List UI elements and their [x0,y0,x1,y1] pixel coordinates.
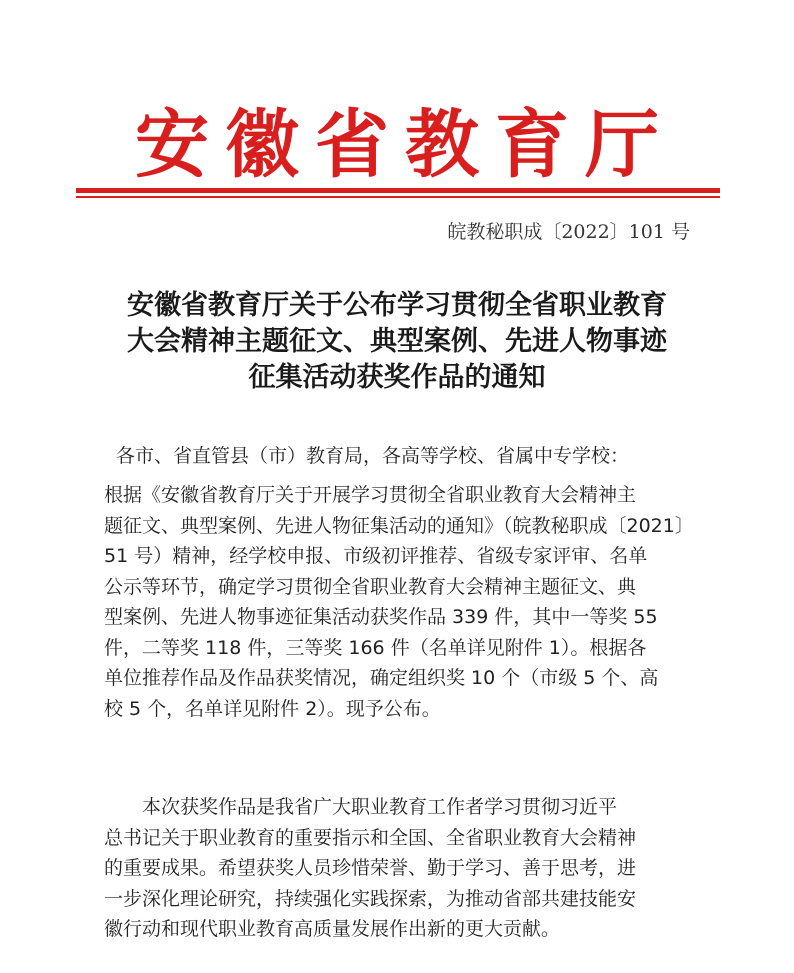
masthead-rule-thin [76,196,720,198]
paragraph-line: 徽行动和现代职业教育高质量发展作出新的更大贡献。 [104,918,561,940]
agency-masthead: 安徽省教育厅 [135,102,675,188]
paragraph-line: 件，二等奖 118 件，三等奖 166 件（名单详见附件 1）。根据各 [104,636,647,659]
document-title [80,288,714,396]
salutation: 各市、省直管县（市）教育局，各高等学校、省属中专学校： [116,445,630,467]
paragraph-line: 公示等环节，确定学习贯彻全省职业教育大会精神主题征文、典 [104,575,637,598]
paragraph-line: 本次获奖作品是我省广大职业教育工作者学习贯彻习近平 [104,796,618,818]
paragraph-line: 单位推荐作品及作品获奖情况，确定组织奖 10 个（市级 5 个、高 [104,667,659,689]
paragraph-line: 总书记关于职业教育的重要指示和全国、全省职业教育大会精神 [104,826,637,849]
title-line: 大会精神主题征文、典型案例、先进人物事迹 [127,326,667,357]
paragraph-1 [104,480,704,724]
paragraph-line: 的重要成果。希望获奖人员珍惜荣誉、勤于学习、善于思考，进 [104,857,637,879]
paragraph-line: 一步深化理论研究，持续强化实践探索，为推动省部共建技能安 [104,887,637,910]
title-line: 征集活动获奖作品的通知 [248,362,546,393]
paragraph-line: 校 5 个，名单详见附件 2）。现予公布。 [104,697,441,720]
paragraph-line: 题征文、典型案例、先进人物征集活动的通知》（皖教秘职成〔2021〕 [104,514,694,537]
document-number: 皖教秘职成〔2022〕101 号 [447,221,690,243]
paragraph-2 [104,792,704,945]
paragraph-line: 51 号）精神，经学校申报、市级初评推荐、省级专家评审、名单 [104,545,648,567]
title-line: 安徽省教育厅关于公布学习贯彻全省职业教育 [127,290,667,321]
paragraph-line: 根据《安徽省教育厅关于开展学习贯彻全省职业教育大会精神主 [104,484,637,506]
paragraph-line: 型案例、先进人物事迹征集活动获奖作品 339 件，其中一等奖 55 [104,606,658,628]
masthead-rule-thick [76,188,720,193]
